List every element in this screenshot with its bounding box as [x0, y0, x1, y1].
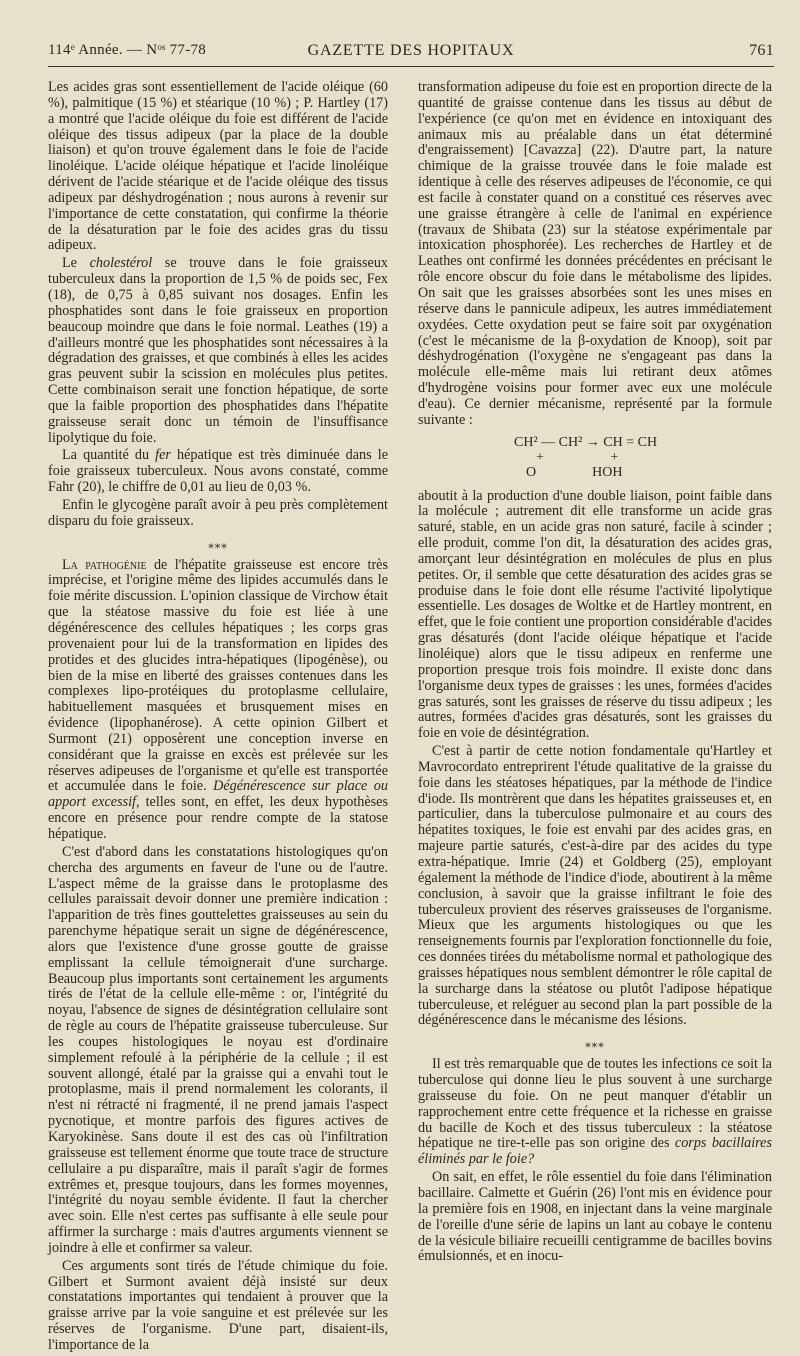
- paragraph: C'est d'abord dans les constatations histologiques qu'on chercha des arguments en faveur de l'une ou de l'autre. L'aspect même de la graisse dans le protoplasme des cellules paraissait devoir donner une première indication : l'apparition de très fines gouttelettes graisseuses au sein du parenchyme hépatique serait un signe de dégénérescence, alors que l'existence d'une grosse goutte de graisse emplissant la cellule témoignerait d'une surcharge. Beaucoup plus importants sont certainement les arguments tirés de l'état de la cellule elle-même : or, l'intégrité du noyau, l'absence de signes de désintégration cellulaire sont de règle au cours de l'hépatite graisseuse tuberculeuse. Sur les coupes histologiques le noyau est d'ordinaire simplement refoulé à la périphérie de la cellule ; il est souvent allongé, étalé par la graisse qui a envahi tout le protoplasme, mais il prend normalement les colorants, il n'est ni rétracté ni fragmenté, il ne prend jamais l'aspect pycnotique, et montre parfois des figures actives de Karyokinèse. Sans doute il est des cas où l'infiltration graisseuse est tellement énorme que toute trace de structure cellulaire a pu disparaître, mais il paraît s'agir de formes extrêmes et, presque toujours, dans les formes moyennes, l'intégrité du noyau semble évidente. Il faut la chercher avec soin. Elle n'est certes pas suffisante à elle seule pour affirmer la surcharge : mais d'autres arguments viennent se joindre à elle et confirmer sa valeur.: [48, 843, 388, 1256]
- paragraph: Il est très remarquable que de toutes les infections ce soit la tuberculose qui donne lieu le plus souvent à une surcharge graisseuse du foie. On ne peut manquer d'établir un rapprochement entre cette fréquence et la richesse en graisse du bacille de Koch et des tissus tuberculeux : la stéatose hépatique ne tire-t-elle pas son origine des corps bacillaires éliminés par le foie?: [418, 1056, 772, 1168]
- text-columns: [48, 79, 774, 1353]
- page-number: 761: [749, 42, 774, 59]
- chemical-formula: [418, 435, 772, 481]
- journal-title: GAZETTE DES HOPITAUX: [307, 42, 515, 59]
- paragraph: On sait, en effet, le rôle essentiel du foie dans l'élimination bacillaire. Calmette et Guérin (26) l'ont mis en évidence pour la première fois en 1908, en injectant dans la veine marginale de l'oreille d'une série de lapins un lant au cobaye le contenu de la vésicule biliaire recueilli centigramme de bacilles bovins émulsionnés, et en inocu-: [418, 1169, 772, 1265]
- paragraph: La quantité du fer hépatique est très diminuée dans le foie graisseux tuberculeux. Nous avons constaté, comme Fahr (20), le chiffre de 0,01 au lieu de 0,03 %.: [48, 447, 388, 496]
- paragraph: Les acides gras sont essentiellement de l'acide oléique (60 %), palmitique (15 %) et stéarique (10 %) ; P. Hartley (17) a montré que l'acide oléique du foie est différent de l'acide oléique des tissus adipeux (par la place de la double liaison) et qu'on trouve également dans le foie de l'acide linoléique. L'acide oléique hépatique et l'acide linoléique dérivent de l'acide stéarique et de l'acide oléique des tissus adipeux par déshydrogénation ; nous aurons à revenir sur l'importance de cette constatation, qui confirme la théorie de la désaturation par le foie des acides gras du tissu adipeux.: [48, 79, 388, 254]
- paragraph: C'est à partir de cette notion fondamentale qu'Hartley et Mavrocordato entreprirent l'étude qualitative de la graisse du foie dans les stéatoses hépatiques, par la méthode de l'indice d'iode. Ils montrèrent que dans les hépatites graisseuses et, en particulier, dans la tuberculose pulmonaire et au cours des hépatites toxiques, le foie est envahi par des acides gras, en majeure partie saturés, c'est-à-dire par des acides du type extra-hépatique. Imrie (24) et Goldberg (25), employant également la méthode de l'indice d'iode, aboutirent à la même conclusion, à savoir que la graisse infiltrant le foie des tuberculeux provient des réserves graisseuses de l'organisme. Mieux que les arguments histologiques ou que les renseignements fournis par l'exploration fonctionnelle du foie, ces données tirées du métabolisme normal et pathologique des graisses hépatiques nous semblent démontrer le rôle capital de la surcharge dans la stéatose ou plutôt l'adipose hépatique tuberculeuse, et reléguer au second plan la part possible de la dégénérescence dans le mécanisme des lésions.: [418, 743, 772, 1029]
- paragraph: aboutit à la production d'une double liaison, point faible dans la molécule ; autrement dit elle transforme un acide gras saturé, stable, en un acide gras non saturé, facile à scinder ; elle produit, comme l'on dit, la désaturation des acides gras, amorçant leur désintégration en molécules de plus en plus petites. Or, il semble que cette désaturation des acides gras se produise dans le foie dont elle résume l'activité lipolytique essentielle. Les dosages de Woltke et de Hartley montrent, en effet, que le foie contient une proportion considérable d'acides gras désaturés (dont l'acide oléique hépatique et l'acide linoléique) alors que le tissu adipeux en renferme une proportion presque trois fois moindre. Il existe donc dans l'organisme deux types de graisses : les unes, formées d'acides gras saturés, sont les graisses de réserve du tissu adipeux ; les autres, formées d'acides gras désaturés, sont les graisses du foie en voie de désintégration.: [418, 487, 772, 742]
- paragraph: Enfin le glycogène paraît avoir à peu près complètement disparu du foie graisseux.: [48, 496, 388, 529]
- formula-line: O HOH: [526, 464, 623, 480]
- emphasis: fer: [155, 447, 171, 464]
- paragraph: Ces arguments sont tirés de l'étude chimique du foie. Gilbert et Surmont avaient déjà insisté sur deux constatations importantes qui tendaient à prouver que la graisse arrive par la voie sanguine et est prélevée sur les réserves de l'organisme. D'une part, disaient-ils, l'importance de la: [48, 1257, 388, 1353]
- paragraph: La pathogénie de l'hépatite graisseuse est encore très imprécise, et l'origine même des lipides accumulés dans le foie mérite discussion. L'opinion classique de Virchow était que la stéatose massive du foie est liée à une dégénérescence des cellules hépatiques ; les corps gras provenaient pour lui de la transformation en lipides des protides et des glucides intra-hépatiques (lipogénèse), ou bien de la mise en liberté des graisses contenues dans les complexes lipo-protéiques du protoplasme cellulaire, habituellement masquées et brusquement mises en évidence (lipophanérose). A cette opinion Gilbert et Surmont (21) opposèrent une conception inverse en considérant que la graisse en excès est prélevée sur les réserves adipeuses de l'organisme et qu'elle est transportée et accumulée dans le foie. Dégénérescence sur place ou apport excessif, telles sont, en effet, les deux hypothèses encore en présence pour rendre compte de la statose hépatique.: [48, 556, 389, 842]
- section-separator: ⁎⁎⁎: [208, 537, 228, 551]
- issue-label: 114ᵉ Année. — Nᵒˢ 77-78: [48, 42, 207, 58]
- paragraph: transformation adipeuse du foie est en proportion directe de la quantité de graisse contenue dans les tissus au début de l'expérience (ce qu'on met en évidence en intoxiquant des animaux mis au préalable dans un état déterminé d'engraissement) [Cavazza] (22). D'autre part, la nature chimique de la graisse trouvée dans le foie malade est identique à celle des réserves adipeuses de l'économie, ce qui est facile à constater quand on a constitué ces réserves avec une graisse étrangère à celle de l'animal en expérience (travaux de Shibata (23) sur la stéatose expérimentale par intoxication phosphorée). Les recherches de Hartley et de Leathes ont confirmé les données précédentes en précisant le rôle encore obscur du foie dans le métabolisme des lipides. On sait que les graisses absorbées sont les unes mises en réserve dans le pannicule adipeux, les autres immédiatement oxydées. Cette oxydation peut se faire soit par oxygénation (c'est le mécanisme de la β-oxydation de Knoop), soit par déshydrogénation (l'oxygène ne s'engageant pas dans la molécule elle-même mais lui retirant deux atômes d'hydrogène voisins pour former avec eux une molécule d'eau). Ce dernier mécanisme, représenté par la formule suivante :: [418, 79, 772, 428]
- right-column: [418, 80, 772, 1267]
- emphasis: corps bacillaires éliminés par le foie?: [418, 1135, 772, 1168]
- formula-line: + +: [536, 449, 619, 465]
- formula-line: CH² — CH² → CH = CH: [514, 434, 658, 450]
- section-lead: La pathogénie: [62, 556, 147, 573]
- emphasis: cholestérol: [89, 255, 153, 272]
- running-header: [48, 36, 774, 67]
- paragraph: Le cholestérol se trouve dans le foie graisseux tuberculeux dans la proportion de 1,5 % de poids sec, Fex (18), de 0,75 à 0,85 suivant nos dosages. Enfin les phosphatides sont dans le foie graisseux en proportion beaucoup moindre que dans le foie normal. Leathes (19) a d'ailleurs montré que les phosphatides sont nécessaires à la dégradation des graisses, et que combinés à elles les acides gras peuvent subir la scission en molécules plus petites. Cette combinaison serait une fonction hépatique, de sorte que la faible proportion des phosphatides dans l'hépatite graisseuse serait donc un témoin de l'insuffisance lipolytique du foie.: [48, 255, 389, 446]
- section-separator: ⁎⁎⁎: [585, 1037, 605, 1051]
- emphasis: Dégénérescence sur place ou apport excessif: [48, 778, 388, 811]
- left-column: [48, 80, 388, 1356]
